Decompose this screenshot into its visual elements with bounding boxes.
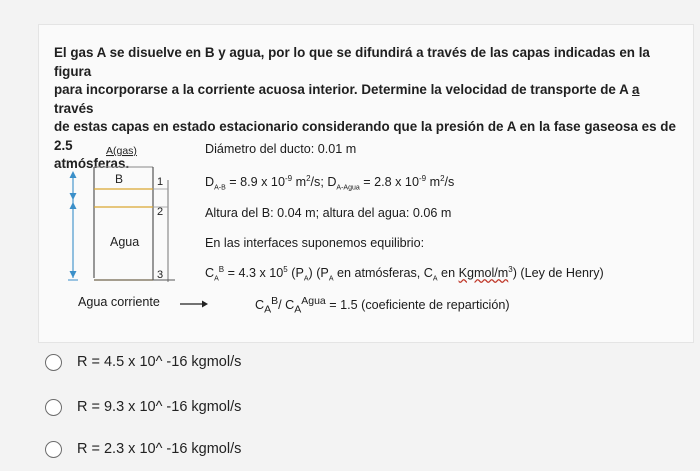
statement-line-4: atmósferas. [54,156,130,171]
radio-button[interactable] [45,354,62,371]
interface-3-number: 3 [157,269,164,281]
flow-arrow-icon [178,298,208,310]
arrow-down-icon [70,193,77,200]
gas-label: A(gas) [106,145,137,157]
heights-text: Altura del B: 0.04 m; altura del agua: 0.06 m [205,206,452,220]
option-1[interactable] [45,349,241,375]
units-squiggle: Kgmol/m [458,266,509,280]
statement-line-2: para incorporarse a la corriente acuosa interior. Determine la velocidad de transporte de A a través [54,82,640,116]
flow-label: Agua corriente [78,295,160,309]
henry-law-text: $C_A^B = 4.3$ x $10^5$ $(P_A)$ ($P_A$ en atmósferas, $C_A$ en Kgmol/$m^3$) (Ley de Henry) [205,264,604,283]
diameter-text: Diámetro del ducto: 0.01 m [205,142,357,156]
radio-button[interactable] [45,399,62,416]
option-2[interactable] [45,394,241,420]
interface-1-number: 1 [157,176,164,188]
equilibrium-text: En las interfaces suponemos equilibrio: [205,236,425,250]
water-label: Agua [110,235,140,249]
partition-text: $C_A^B/$ $C_A^{Agua} = 1.5$ (coeficiente de repartición) [255,295,510,316]
diffusivity-text: $D_{A-B} = 8.9$ x $10^{-9}$ $m^2/s$; $D_{A-Agua} = 2.8$ x $10^{-9}$ $m^2/s$ [205,173,455,192]
interface-2-number: 2 [157,206,164,218]
radio-button[interactable] [45,441,62,458]
option-3[interactable] [45,436,241,462]
underlined-a: a [632,82,640,97]
option-label: R = 4.5 x 10^ -16 kgmol/s [77,354,242,370]
statement-line-1: El gas A se disuelve en B y agua, por lo que se difundirá a través de las capas indicadas en la figura [54,45,650,79]
option-label: R = 9.3 x 10^ -16 kgmol/s [77,399,242,415]
arrow-down-2-icon [70,271,77,278]
statement-line-3: de estas capas en estado estacionario considerando que la presión de A en la fase gaseosa es de 2.5 [54,119,676,153]
option-label: R = 2.3 x 10^ -16 kgmol/s [77,441,242,457]
layer-b-label: B [115,172,124,186]
arrow-up-2-icon [70,202,77,209]
arrow-up-icon [70,171,77,178]
